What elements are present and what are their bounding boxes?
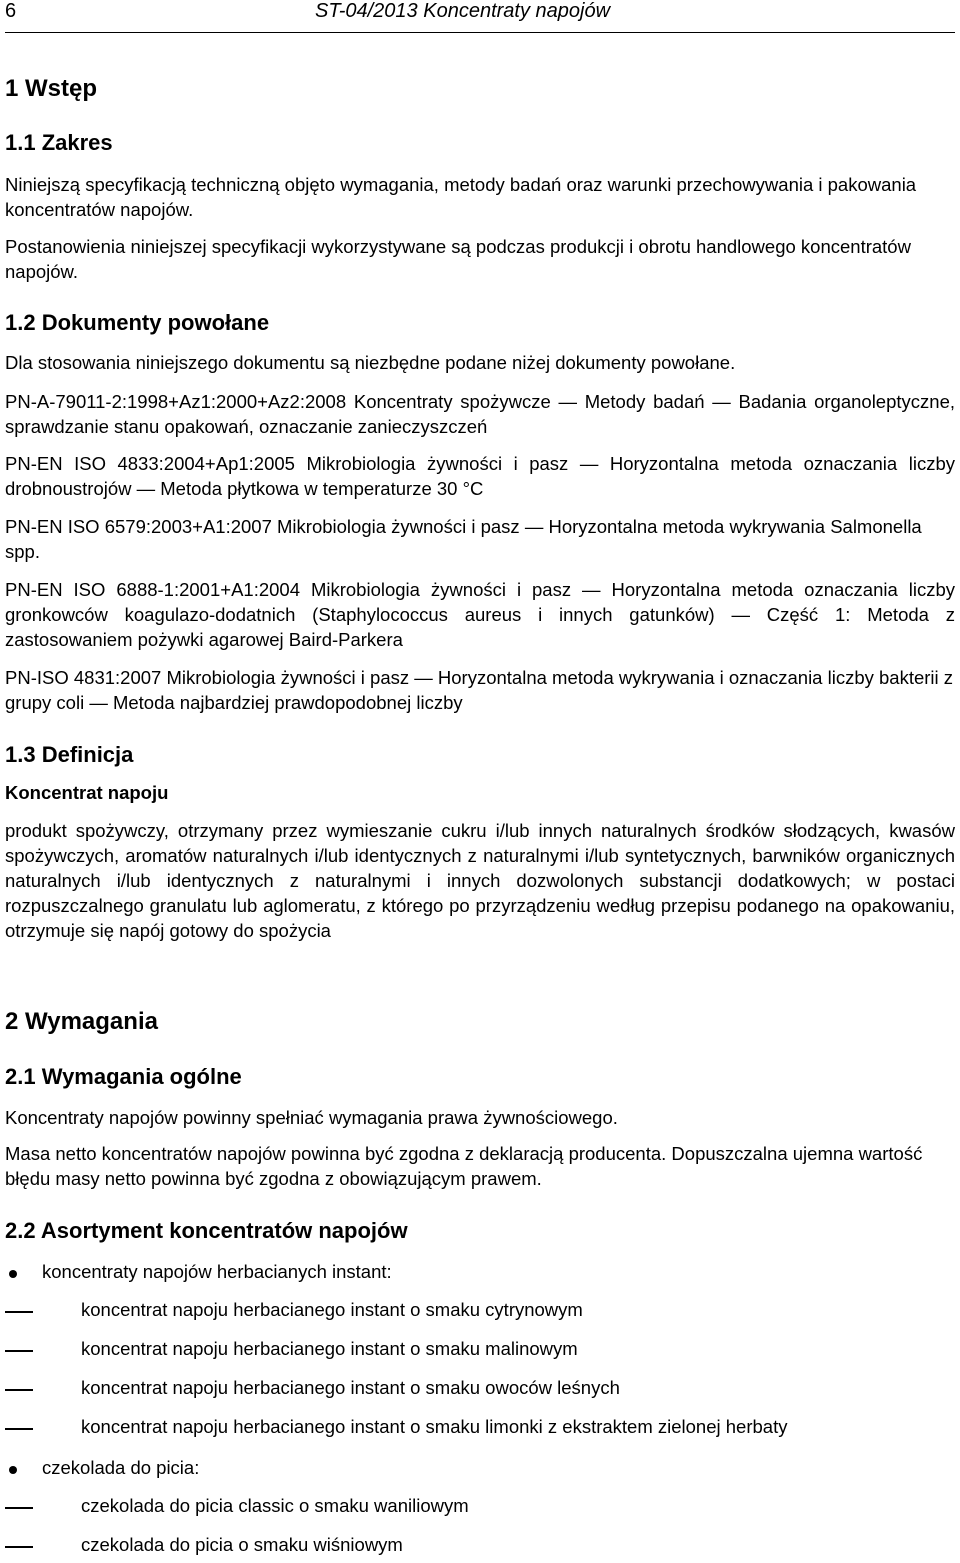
dash-icon	[5, 1311, 33, 1313]
reference-item: PN-A-79011-2:1998+Az1:2000+Az2:2008 Koncentraty spożywcze — Metody badań — Badania organoleptyczne, sprawdzanie stanu opakowań, oznaczanie zanieczyszczeń	[5, 391, 955, 437]
assortment-item-label: koncentrat napoju herbacianego instant o smaku limonki z ekstraktem zielonej herbaty	[81, 1416, 788, 1437]
section-1-heading: 1 Wstęp	[5, 75, 98, 102]
assortment-group-label: czekolada do picia:	[42, 1457, 200, 1478]
reference-item: PN-EN ISO 4833:2004+Ap1:2005 Mikrobiologia żywności i pasz — Horyzontalna metoda oznaczania liczby drobnoustrojów — Metoda płytkowa w temperaturze 30 °C	[5, 453, 955, 499]
reference-item: PN-EN ISO 6888-1:2001+A1:2004 Mikrobiologia żywności i pasz — Horyzontalna metoda oznaczania liczby gronkowców koagulazo-dodatnich (Staphylococcus aureus i innych gatunków) — Część 1: Metoda z zastosowaniem pożywki agarowej Baird-Parkera	[5, 579, 955, 650]
dash-icon	[5, 1389, 33, 1391]
bullet-icon	[9, 1270, 17, 1278]
section-2-2-heading: 2.2 Asortyment koncentratów napojów	[5, 1218, 408, 1243]
assortment-group-label: koncentraty napojów herbacianych instant:	[42, 1261, 392, 1282]
section-1-3-heading: 1.3 Definicja	[5, 742, 134, 767]
references-intro: Dla stosowania niniejszego dokumentu są niezbędne podane niżej dokumenty powołane.	[5, 352, 736, 373]
dash-icon	[5, 1428, 33, 1430]
general-req-paragraph-2: Masa netto koncentratów napojów powinna być zgodna z deklaracją producenta. Dopuszczalna ujemna wartość błędu masy netto powinna być zgodna z obowiązującym prawem.	[5, 1143, 923, 1189]
definition-text: produkt spożywczy, otrzymany przez wymieszanie cukru i/lub innych naturalnych środków słodzących, kwasów spożywczych, aromatów naturalnych i/lub identycznych z naturalnymi i/lub syntetycznych, barwników organicznych naturalnych i/lub identycznych z naturalnymi i innych dozwolonych substancji dodatkowych; w postaci rozpuszczalnego granulatu lub aglomeratu, z którego po przyrządzeniu według przepisu podanego na opakowaniu, otrzymuje się napój gotowy do spożycia	[5, 820, 955, 941]
dash-icon	[5, 1507, 33, 1509]
assortment-item-label: koncentrat napoju herbacianego instant o smaku owoców leśnych	[81, 1377, 620, 1398]
assortment-item-label: czekolada do picia o smaku wiśniowym	[81, 1534, 403, 1555]
section-1-1-heading: 1.1 Zakres	[5, 130, 113, 155]
section-1-2-heading: 1.2 Dokumenty powołane	[5, 310, 270, 335]
section-2-1-heading: 2.1 Wymagania ogólne	[5, 1064, 242, 1089]
scope-paragraph-1: Niniejszą specyfikacją techniczną objęto wymagania, metody badań oraz warunki przechowywania i pakowania koncentratów napojów.	[5, 174, 917, 220]
bullet-icon	[9, 1466, 17, 1474]
general-req-paragraph-1: Koncentraty napojów powinny spełniać wymagania prawa żywnościowego.	[5, 1107, 618, 1128]
definition-term: Koncentrat napoju	[5, 782, 169, 803]
reference-item: PN-EN ISO 6579:2003+A1:2007 Mikrobiologia żywności i pasz — Horyzontalna metoda wykrywania Salmonella spp.	[5, 516, 922, 562]
reference-item: PN-ISO 4831:2007 Mikrobiologia żywności i pasz — Horyzontalna metoda wykrywania i oznaczania liczby bakterii z grupy coli — Metoda najbardziej prawdopodobnej liczby	[5, 667, 954, 713]
page-number: 6	[5, 0, 17, 22]
dash-icon	[5, 1546, 33, 1548]
document-title: ST-04/2013 Koncentraty napojów	[315, 0, 611, 22]
scope-paragraph-2: Postanowienia niniejszej specyfikacji wykorzystywane są podczas produkcji i obrotu handlowego koncentratów napojów.	[5, 236, 911, 282]
assortment-item-label: koncentrat napoju herbacianego instant o smaku malinowym	[81, 1338, 578, 1359]
dash-icon	[5, 1350, 33, 1352]
assortment-item-label: koncentrat napoju herbacianego instant o smaku cytrynowym	[81, 1299, 583, 1320]
section-2-heading: 2 Wymagania	[5, 1008, 158, 1035]
running-header	[5, 0, 955, 33]
assortment-item-label: czekolada do picia classic o smaku waniliowym	[81, 1495, 469, 1516]
